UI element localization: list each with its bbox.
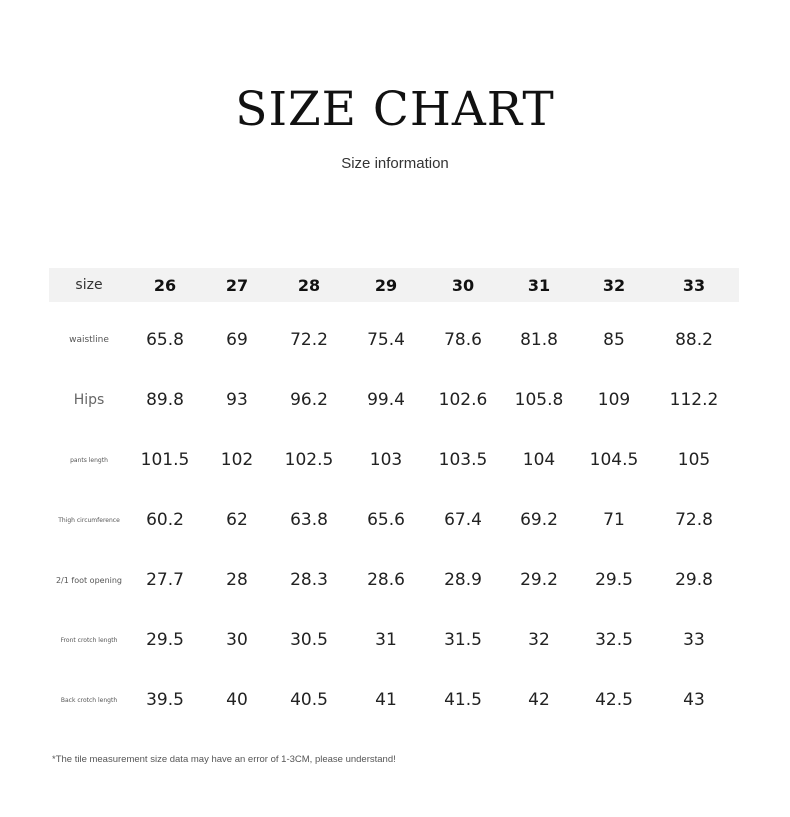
- row-label: 2/1 foot opening: [55, 575, 123, 585]
- header-size-cell: 30: [427, 268, 499, 302]
- table-row-pants-length: [49, 430, 739, 490]
- row-label: Back crotch length: [60, 696, 118, 704]
- header-size-cell: 26: [129, 268, 201, 302]
- table-cell: 28: [226, 570, 248, 590]
- table-cell: 29.8: [675, 570, 713, 590]
- table-cell: 72.2: [290, 330, 328, 350]
- row-label: waistline: [69, 335, 109, 345]
- header-size-cell: 29: [345, 268, 427, 302]
- table-cell: 78.6: [444, 330, 482, 350]
- header-size-cell: 33: [649, 268, 739, 302]
- table-cell: 28.6: [367, 570, 405, 590]
- header-size-cell: 27: [201, 268, 273, 302]
- table-cell: 63.8: [290, 510, 328, 530]
- table-cell: 62: [226, 510, 248, 530]
- table-cell: 28.3: [290, 570, 328, 590]
- row-label: Hips: [73, 392, 105, 408]
- table-cell: 31.5: [444, 630, 482, 650]
- table-cell: 81.8: [520, 330, 558, 350]
- table-cell: 40: [226, 690, 248, 710]
- table-cell: 67.4: [444, 510, 482, 530]
- table-cell: 109: [597, 390, 631, 410]
- table-cell: 103: [369, 450, 403, 470]
- table-cell: 29.2: [520, 570, 558, 590]
- table-cell: 28.9: [444, 570, 482, 590]
- table-cell: 32: [528, 630, 550, 650]
- table-cell: 41: [375, 690, 397, 710]
- table-cell: 42.5: [595, 690, 633, 710]
- table-row-waistline: [49, 310, 739, 370]
- table-cell: 40.5: [290, 690, 328, 710]
- table-cell: 72.8: [675, 510, 713, 530]
- header-size-cell: 28: [273, 268, 345, 302]
- size-chart-table: [49, 268, 739, 730]
- table-cell: 85: [603, 330, 625, 350]
- table-cell: 104: [522, 450, 556, 470]
- row-label: pants length: [70, 456, 108, 464]
- table-cell: 33: [683, 630, 705, 650]
- table-row-foot-opening: [49, 550, 739, 610]
- row-label: Front crotch length: [60, 636, 118, 644]
- table-header-row: [49, 268, 739, 302]
- table-cell: 75.4: [367, 330, 405, 350]
- table-cell: 102.6: [438, 390, 488, 410]
- page-subtitle: Size information: [341, 155, 449, 172]
- table-cell: 41.5: [444, 690, 482, 710]
- measurement-note: *The tile measurement size data may have an error of 1-3CM, please understand!: [52, 754, 396, 765]
- table-cell: 29.5: [595, 570, 633, 590]
- table-cell: 32.5: [595, 630, 633, 650]
- header-size-cell: 31: [499, 268, 579, 302]
- table-cell: 39.5: [146, 690, 184, 710]
- table-cell: 104.5: [589, 450, 639, 470]
- page-title: SIZE CHART: [235, 82, 555, 137]
- table-cell: 65.6: [367, 510, 405, 530]
- header-size-cell: 32: [579, 268, 649, 302]
- table-cell: 69: [226, 330, 248, 350]
- table-cell: 101.5: [140, 450, 190, 470]
- table-cell: 93: [226, 390, 248, 410]
- table-cell: 43: [683, 690, 705, 710]
- table-cell: 31: [375, 630, 397, 650]
- table-cell: 105: [677, 450, 711, 470]
- table-spacer: [49, 302, 739, 310]
- table-cell: 102.5: [284, 450, 334, 470]
- table-cell: 30: [226, 630, 248, 650]
- table-cell: 29.5: [146, 630, 184, 650]
- table-row-front-crotch-length: [49, 610, 739, 670]
- table-cell: 96.2: [290, 390, 328, 410]
- table-cell: 65.8: [146, 330, 184, 350]
- table-row-back-crotch-length: [49, 670, 739, 730]
- table-cell: 89.8: [146, 390, 184, 410]
- table-row-hips: [49, 370, 739, 430]
- table-cell: 112.2: [669, 390, 719, 410]
- table-cell: 71: [603, 510, 625, 530]
- table-cell: 88.2: [675, 330, 713, 350]
- table-cell: 69.2: [520, 510, 558, 530]
- table-cell: 60.2: [146, 510, 184, 530]
- table-cell: 102: [220, 450, 254, 470]
- table-row-thigh-circumference: [49, 490, 739, 550]
- table-cell: 99.4: [367, 390, 405, 410]
- table-cell: 42: [528, 690, 550, 710]
- table-cell: 105.8: [514, 390, 564, 410]
- table-cell: 103.5: [438, 450, 488, 470]
- table-cell: 27.7: [146, 570, 184, 590]
- header-size-label: size: [49, 268, 129, 302]
- table-cell: 30.5: [290, 630, 328, 650]
- row-label: Thigh circumference: [58, 516, 120, 524]
